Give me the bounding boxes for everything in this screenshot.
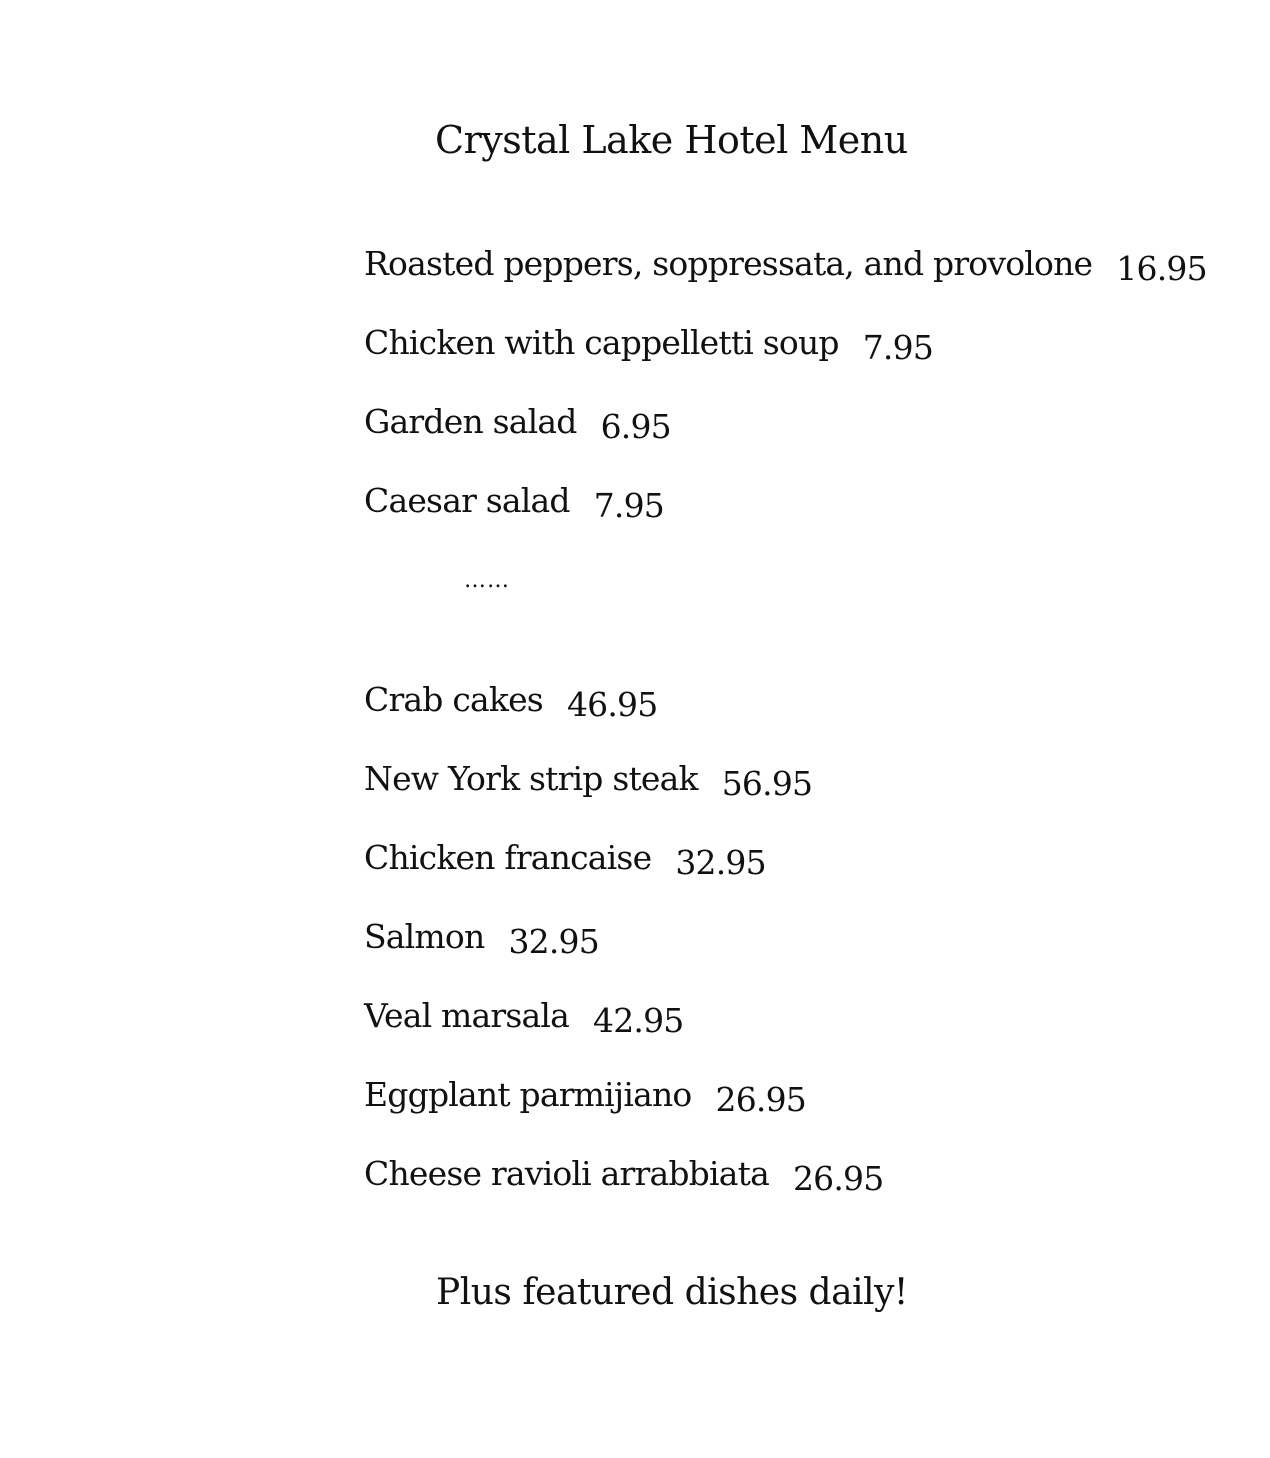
menu-item-price: 7.95 [862,328,934,367]
menu-item-name: Chicken with cappelletti soup [364,323,839,362]
menu-item-price: 42.95 [593,1001,684,1040]
menu-item-name: Chicken francaise [364,838,652,877]
menu-item [364,323,934,367]
footer-note: Plus featured dishes daily! [436,1272,908,1313]
menu-item-price: 32.95 [508,922,599,961]
menu-item-price: 56.95 [721,764,813,803]
menu-item-price: 7.95 [593,486,664,525]
menu-item-name: Garden salad [364,402,577,441]
menu-item-price: 26.95 [792,1159,884,1198]
menu-item [364,1154,884,1198]
menu-item-price: 32.95 [675,843,766,882]
menu-item [364,244,1207,288]
menu-item [364,1075,806,1119]
menu-item-name: Cheese ravioli arrabbiata [364,1154,769,1193]
menu-item-name: New York strip steak [364,759,698,798]
menu-item-name: Veal marsala [364,996,570,1035]
menu-item-price: 46.95 [566,685,658,724]
menu-item-name: Caesar salad [364,481,570,520]
menu-ellipsis: …… [464,568,510,593]
menu-item-name: Roasted peppers, soppressata, and provolone [364,244,1093,283]
menu-item-price: 26.95 [715,1080,806,1119]
menu-title: Crystal Lake Hotel Menu [435,118,908,162]
menu-item-name: Salmon [364,917,485,956]
menu-item-name: Eggplant parmijiano [364,1075,692,1114]
menu-item [364,481,664,525]
menu-item [364,680,658,724]
menu-item [364,402,671,446]
menu-item [364,838,766,882]
menu-item-price: 6.95 [600,407,671,446]
menu-item [364,996,684,1040]
menu-item-price: 16.95 [1116,249,1207,288]
menu-item [364,917,599,961]
menu-item [364,759,813,803]
menu-item-name: Crab cakes [364,680,543,719]
